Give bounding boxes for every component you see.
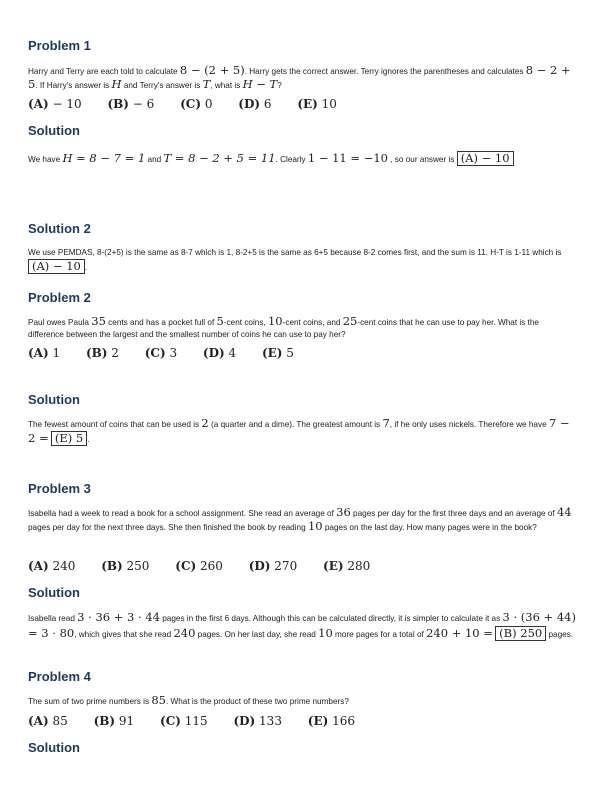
choice-value: 133	[255, 714, 282, 728]
math: 85	[151, 693, 166, 707]
text: .	[84, 263, 88, 272]
text: , if he only uses nickels. Therefore we have	[389, 420, 549, 429]
problem-3-choices	[28, 559, 576, 573]
math: H − T	[242, 77, 278, 91]
text: pages.	[546, 630, 574, 639]
choice-b	[101, 559, 149, 573]
text: and Terry's answer is	[121, 81, 203, 90]
choice-e	[297, 97, 337, 111]
text: The fewest amount of coins that can be used is	[28, 420, 202, 429]
text: . Harry gets the correct answer. Terry ignores the parentheses and calculates	[244, 67, 526, 76]
choice-label: (B)	[101, 559, 123, 573]
math: 10	[318, 626, 333, 640]
answer-box: (B) 250	[495, 626, 546, 641]
text: Harry and Terry are each told to calculate	[28, 67, 180, 76]
problem-4-choices	[28, 714, 576, 728]
choice-label: (C)	[175, 559, 197, 573]
choice-label: (A)	[28, 97, 49, 111]
choice-label: (E)	[323, 559, 344, 573]
solution-3-heading: Solution	[28, 392, 80, 407]
text: .	[87, 435, 90, 444]
problem-1-choices	[28, 97, 576, 111]
solution-2-text	[28, 247, 576, 274]
math: 3 · 36 + 3 · 44	[77, 610, 160, 624]
choice-value: 166	[328, 714, 356, 728]
choice-c	[175, 559, 223, 573]
text: . If Harry's answer is	[35, 81, 112, 90]
choice-value: 2	[107, 346, 119, 360]
choice-label: (D)	[202, 346, 225, 360]
text: -cent coins that he can use to pay her. What is the difference between the largest and the smallest number of coins he can use to pay her?	[28, 318, 539, 339]
choice-label: (E)	[307, 714, 329, 728]
text: , what is	[210, 81, 243, 90]
choice-value: 250	[122, 559, 150, 573]
math: T	[202, 77, 211, 91]
math: 44	[556, 505, 572, 519]
choice-value: 91	[115, 714, 135, 728]
choice-e	[308, 714, 355, 728]
text: , which gives that she read	[74, 630, 174, 639]
problem-2-choices	[28, 346, 576, 360]
choice-label: (B)	[85, 346, 108, 360]
choice-label: (C)	[180, 97, 202, 111]
math: T = 8 − 2 + 5 = 11	[163, 151, 276, 165]
text: Isabella had a week to read a book for a school assignment. She read an average of	[28, 509, 337, 518]
problem-3-text	[28, 506, 576, 534]
solution-1-text	[28, 151, 576, 166]
math: 3 · (36 + 44) = 3 · 80	[28, 610, 576, 640]
choice-value: 1	[48, 346, 61, 360]
choice-label: (A)	[28, 559, 49, 573]
answer-box: (A) − 10	[28, 259, 85, 274]
text: Isabella read	[28, 614, 78, 623]
math: 240	[173, 626, 196, 640]
text: -cent coins,	[223, 318, 268, 327]
choice-b	[86, 346, 119, 360]
answer-box: (E) 5	[51, 431, 87, 446]
choice-value: 10	[317, 97, 337, 111]
choice-value: 115	[180, 714, 208, 728]
choice-a	[28, 97, 82, 111]
choice-value: 4	[224, 346, 237, 360]
math: 7 − 2 =	[28, 416, 570, 445]
text: ?	[277, 81, 282, 90]
solution-4-text	[28, 610, 576, 642]
text: , so our answer is	[387, 155, 457, 164]
text: . Clearly	[275, 155, 308, 164]
choice-e	[323, 559, 370, 573]
choice-value: 240	[48, 559, 76, 573]
problem-3-heading: Problem 3	[28, 481, 91, 496]
math: 1 − 11 = −10	[307, 151, 388, 165]
answer-box: (A) − 10	[457, 151, 514, 166]
text: pages per day for the first three days and an average of	[350, 509, 557, 518]
math: 240 + 10 =	[426, 626, 493, 640]
choice-value: 5	[282, 346, 294, 360]
text: (a quarter and a dime). The greatest amount is	[208, 420, 383, 429]
choice-label: (C)	[160, 714, 181, 728]
choice-b	[107, 97, 154, 111]
text: We have	[28, 155, 63, 164]
choice-d	[233, 714, 281, 728]
text: pages per day for the next three days. She then finished the book by reading	[28, 523, 308, 532]
math: 35	[91, 314, 106, 328]
choice-label: (D)	[238, 97, 261, 111]
math: 8 − (2 + 5)	[179, 63, 245, 77]
solution-1-heading: Solution	[28, 123, 80, 138]
solution-2-heading: Solution 2	[28, 221, 91, 236]
choice-label: (E)	[261, 346, 283, 360]
choice-label: (B)	[93, 714, 116, 728]
choice-label: (A)	[28, 346, 49, 360]
choice-e	[262, 346, 294, 360]
text: The sum of two prime numbers is	[28, 697, 152, 706]
choice-value: 0	[201, 97, 213, 111]
choice-value: 270	[270, 559, 298, 573]
choice-label: (C)	[144, 346, 166, 360]
math: 10	[267, 314, 283, 328]
problem-2-heading: Problem 2	[28, 290, 91, 305]
choice-value: 85	[48, 714, 68, 728]
choice-value: 280	[343, 559, 371, 573]
text: -cent coins, and	[282, 318, 343, 327]
solution-3-text	[28, 417, 576, 446]
text: pages in the first 6 days. Although this can be calculated directly, it is simpler to calculate it as	[159, 614, 503, 623]
math: 2	[201, 416, 209, 430]
text: Paul owes Paula	[28, 318, 92, 327]
choice-c	[160, 714, 208, 728]
choice-d	[203, 346, 236, 360]
choice-a	[28, 559, 75, 573]
choice-label: (B)	[107, 97, 129, 111]
solution-4-heading: Solution	[28, 585, 80, 600]
solution-5-heading: Solution	[28, 740, 80, 755]
problem-1-text	[28, 64, 576, 92]
text: pages. On her last day, she read	[195, 630, 319, 639]
choice-label: (D)	[248, 559, 271, 573]
math: H	[111, 77, 122, 91]
math: 8 − 2 + 5	[28, 63, 571, 91]
math: 10	[307, 519, 323, 533]
text: and	[145, 155, 164, 164]
problem-1-heading: Problem 1	[28, 38, 91, 53]
choice-d	[249, 559, 297, 573]
choice-b	[94, 714, 135, 728]
math: 7	[382, 416, 390, 430]
choice-c	[145, 346, 177, 360]
text: pages on the last day. How many pages were in the book?	[322, 523, 537, 532]
text: We use PEMDAS, 8-(2+5) is the same as 8-7 which is 1, 8-2+5 is the same as 6+5 because 8-2 comes first, and the sum is 11. H-T is 1-11 which is	[28, 248, 562, 257]
choice-value: − 6	[128, 97, 155, 111]
choice-value: − 10	[48, 97, 82, 111]
choice-label: (D)	[233, 714, 256, 728]
choice-c	[180, 97, 212, 111]
choice-value: 260	[196, 559, 223, 573]
math: 25	[342, 314, 358, 328]
math: 5	[216, 314, 224, 328]
problem-2-text	[28, 315, 576, 341]
text: . What is the product of these two prime numbers?	[165, 697, 349, 706]
choice-d	[238, 97, 271, 111]
problem-4-heading: Problem 4	[28, 669, 91, 684]
choice-value: 6	[260, 97, 272, 111]
choice-a	[28, 714, 68, 728]
problem-4-text	[28, 694, 576, 708]
math: 36	[336, 505, 351, 519]
choice-label: (A)	[28, 714, 49, 728]
text: more pages for a total of	[332, 630, 427, 639]
choice-label: (E)	[297, 97, 318, 111]
choice-a	[28, 346, 60, 360]
math: H = 8 − 7 = 1	[62, 151, 146, 165]
choice-value: 3	[165, 346, 178, 360]
text: cents and has a pocket full of	[105, 318, 217, 327]
